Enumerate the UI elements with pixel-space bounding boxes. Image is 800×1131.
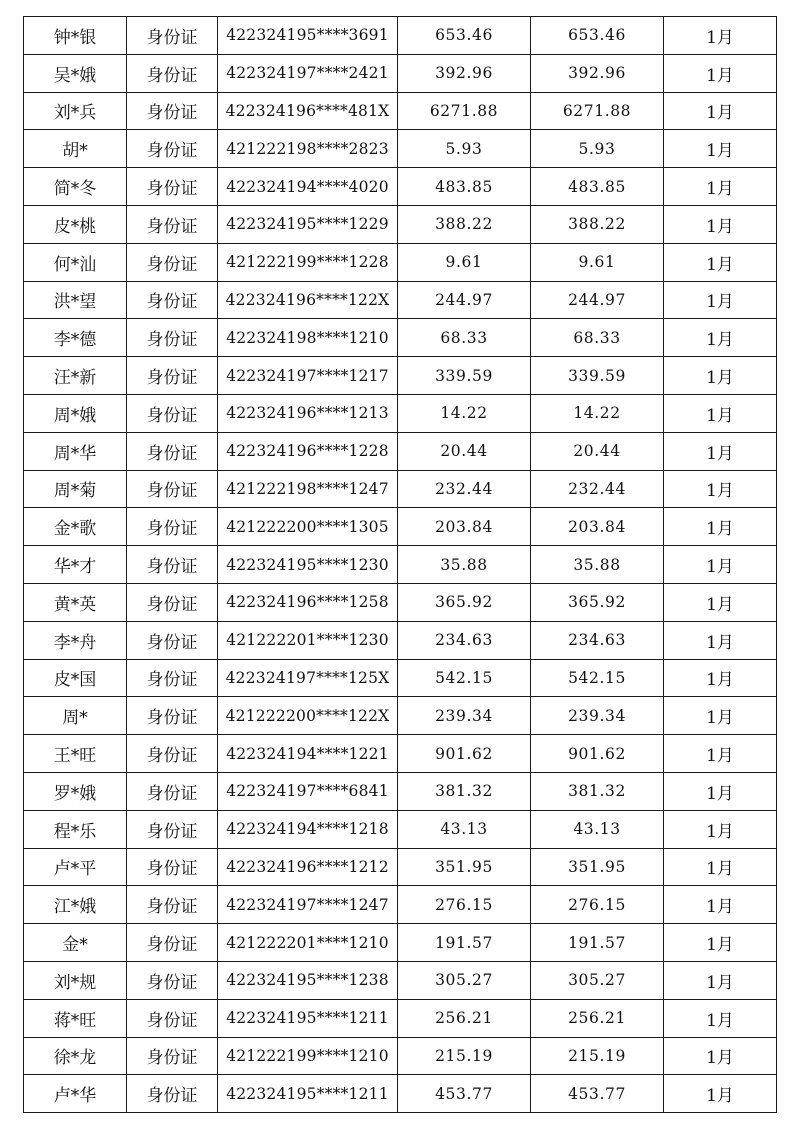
amount-paid-cell: 453.77	[531, 1075, 664, 1113]
id-number-cell: 421222201****1210	[218, 924, 398, 962]
id-number-cell: 422324196****1213	[218, 394, 398, 432]
table-row	[24, 697, 777, 735]
amount-cell: 5.93	[398, 130, 531, 168]
amount-paid-cell: 653.46	[531, 17, 664, 55]
table-row	[24, 281, 777, 319]
table-row	[24, 772, 777, 810]
id-number-cell: 422324196****1258	[218, 583, 398, 621]
month-cell: 1月	[664, 961, 777, 999]
month-cell: 1月	[664, 621, 777, 659]
id-number-cell: 422324196****1212	[218, 848, 398, 886]
id-type-cell: 身份证	[127, 17, 218, 55]
name-cell: 李*德	[24, 319, 127, 357]
id-type-cell: 身份证	[127, 243, 218, 281]
amount-cell: 215.19	[398, 1037, 531, 1075]
table-row	[24, 470, 777, 508]
amount-paid-cell: 232.44	[531, 470, 664, 508]
name-cell: 刘*规	[24, 961, 127, 999]
amount-cell: 14.22	[398, 394, 531, 432]
id-type-cell: 身份证	[127, 961, 218, 999]
amount-paid-cell: 239.34	[531, 697, 664, 735]
id-number-cell: 421222198****1247	[218, 470, 398, 508]
amount-cell: 388.22	[398, 205, 531, 243]
name-cell: 金*	[24, 924, 127, 962]
id-number-cell: 422324196****481X	[218, 92, 398, 130]
amount-paid-cell: 234.63	[531, 621, 664, 659]
id-number-cell: 422324197****1217	[218, 357, 398, 395]
name-cell: 黄*英	[24, 583, 127, 621]
id-number-cell: 422324197****2421	[218, 54, 398, 92]
name-cell: 金*歌	[24, 508, 127, 546]
name-cell: 皮*国	[24, 659, 127, 697]
month-cell: 1月	[664, 924, 777, 962]
amount-cell: 365.92	[398, 583, 531, 621]
id-type-cell: 身份证	[127, 999, 218, 1037]
amount-cell: 392.96	[398, 54, 531, 92]
id-type-cell: 身份证	[127, 470, 218, 508]
name-cell: 程*乐	[24, 810, 127, 848]
id-type-cell: 身份证	[127, 772, 218, 810]
amount-cell: 20.44	[398, 432, 531, 470]
name-cell: 周*娥	[24, 394, 127, 432]
amount-cell: 43.13	[398, 810, 531, 848]
amount-cell: 6271.88	[398, 92, 531, 130]
name-cell: 华*才	[24, 546, 127, 584]
month-cell: 1月	[664, 508, 777, 546]
amount-cell: 9.61	[398, 243, 531, 281]
id-type-cell: 身份证	[127, 924, 218, 962]
amount-paid-cell: 5.93	[531, 130, 664, 168]
month-cell: 1月	[664, 1037, 777, 1075]
table-row	[24, 848, 777, 886]
name-cell: 蒋*旺	[24, 999, 127, 1037]
id-type-cell: 身份证	[127, 168, 218, 206]
name-cell: 罗*娥	[24, 772, 127, 810]
table-row	[24, 999, 777, 1037]
table-row	[24, 92, 777, 130]
month-cell: 1月	[664, 394, 777, 432]
table-row	[24, 319, 777, 357]
amount-paid-cell: 35.88	[531, 546, 664, 584]
amount-paid-cell: 20.44	[531, 432, 664, 470]
month-cell: 1月	[664, 168, 777, 206]
name-cell: 江*娥	[24, 886, 127, 924]
amount-paid-cell: 14.22	[531, 394, 664, 432]
month-cell: 1月	[664, 1075, 777, 1113]
id-type-cell: 身份证	[127, 810, 218, 848]
table-row	[24, 130, 777, 168]
amount-cell: 244.97	[398, 281, 531, 319]
id-type-cell: 身份证	[127, 1037, 218, 1075]
amount-paid-cell: 542.15	[531, 659, 664, 697]
id-number-cell: 421222200****1305	[218, 508, 398, 546]
month-cell: 1月	[664, 659, 777, 697]
amount-cell: 901.62	[398, 735, 531, 773]
month-cell: 1月	[664, 130, 777, 168]
id-type-cell: 身份证	[127, 583, 218, 621]
amount-paid-cell: 68.33	[531, 319, 664, 357]
id-number-cell: 422324194****1218	[218, 810, 398, 848]
table-row	[24, 1075, 777, 1113]
amount-paid-cell: 256.21	[531, 999, 664, 1037]
name-cell: 周*	[24, 697, 127, 735]
id-type-cell: 身份证	[127, 281, 218, 319]
id-number-cell: 421222198****2823	[218, 130, 398, 168]
table-row	[24, 659, 777, 697]
table-row	[24, 17, 777, 55]
month-cell: 1月	[664, 999, 777, 1037]
amount-paid-cell: 276.15	[531, 886, 664, 924]
month-cell: 1月	[664, 848, 777, 886]
amount-cell: 191.57	[398, 924, 531, 962]
id-type-cell: 身份证	[127, 659, 218, 697]
month-cell: 1月	[664, 810, 777, 848]
amount-paid-cell: 43.13	[531, 810, 664, 848]
id-number-cell: 422324197****1247	[218, 886, 398, 924]
id-type-cell: 身份证	[127, 886, 218, 924]
month-cell: 1月	[664, 772, 777, 810]
table-row	[24, 394, 777, 432]
name-cell: 周*华	[24, 432, 127, 470]
amount-cell: 35.88	[398, 546, 531, 584]
amount-paid-cell: 388.22	[531, 205, 664, 243]
amount-paid-cell: 305.27	[531, 961, 664, 999]
id-type-cell: 身份证	[127, 394, 218, 432]
table-row	[24, 243, 777, 281]
amount-cell: 453.77	[398, 1075, 531, 1113]
month-cell: 1月	[664, 243, 777, 281]
table-row	[24, 168, 777, 206]
id-number-cell: 422324194****1221	[218, 735, 398, 773]
amount-paid-cell: 191.57	[531, 924, 664, 962]
id-number-cell: 422324195****1229	[218, 205, 398, 243]
amount-cell: 653.46	[398, 17, 531, 55]
month-cell: 1月	[664, 281, 777, 319]
id-type-cell: 身份证	[127, 357, 218, 395]
table-row	[24, 886, 777, 924]
amount-cell: 542.15	[398, 659, 531, 697]
id-number-cell: 421222201****1230	[218, 621, 398, 659]
table-row	[24, 961, 777, 999]
table-row	[24, 1037, 777, 1075]
name-cell: 卢*华	[24, 1075, 127, 1113]
month-cell: 1月	[664, 357, 777, 395]
month-cell: 1月	[664, 583, 777, 621]
name-cell: 周*菊	[24, 470, 127, 508]
name-cell: 卢*平	[24, 848, 127, 886]
name-cell: 吴*娥	[24, 54, 127, 92]
table-row	[24, 583, 777, 621]
amount-paid-cell: 6271.88	[531, 92, 664, 130]
id-number-cell: 422324196****1228	[218, 432, 398, 470]
amount-cell: 232.44	[398, 470, 531, 508]
amount-paid-cell: 381.32	[531, 772, 664, 810]
name-cell: 钟*银	[24, 17, 127, 55]
id-type-cell: 身份证	[127, 1075, 218, 1113]
month-cell: 1月	[664, 54, 777, 92]
name-cell: 汪*新	[24, 357, 127, 395]
amount-cell: 276.15	[398, 886, 531, 924]
month-cell: 1月	[664, 432, 777, 470]
id-type-cell: 身份证	[127, 92, 218, 130]
amount-paid-cell: 901.62	[531, 735, 664, 773]
amount-cell: 381.32	[398, 772, 531, 810]
id-number-cell: 421222199****1228	[218, 243, 398, 281]
month-cell: 1月	[664, 886, 777, 924]
id-type-cell: 身份证	[127, 54, 218, 92]
table-row	[24, 432, 777, 470]
amount-cell: 234.63	[398, 621, 531, 659]
name-cell: 何*汕	[24, 243, 127, 281]
name-cell: 李*舟	[24, 621, 127, 659]
amount-paid-cell: 339.59	[531, 357, 664, 395]
id-number-cell: 422324195****1238	[218, 961, 398, 999]
name-cell: 王*旺	[24, 735, 127, 773]
name-cell: 胡*	[24, 130, 127, 168]
id-number-cell: 422324195****1230	[218, 546, 398, 584]
table-row	[24, 54, 777, 92]
month-cell: 1月	[664, 205, 777, 243]
month-cell: 1月	[664, 92, 777, 130]
amount-paid-cell: 203.84	[531, 508, 664, 546]
id-number-cell: 422324195****1211	[218, 999, 398, 1037]
month-cell: 1月	[664, 319, 777, 357]
month-cell: 1月	[664, 470, 777, 508]
id-number-cell: 422324195****1211	[218, 1075, 398, 1113]
name-cell: 徐*龙	[24, 1037, 127, 1075]
month-cell: 1月	[664, 697, 777, 735]
amount-paid-cell: 483.85	[531, 168, 664, 206]
id-type-cell: 身份证	[127, 621, 218, 659]
amount-paid-cell: 351.95	[531, 848, 664, 886]
table-row	[24, 621, 777, 659]
table-row	[24, 508, 777, 546]
month-cell: 1月	[664, 735, 777, 773]
name-cell: 刘*兵	[24, 92, 127, 130]
table-row	[24, 357, 777, 395]
table-row	[24, 546, 777, 584]
month-cell: 1月	[664, 17, 777, 55]
amount-cell: 305.27	[398, 961, 531, 999]
amount-cell: 339.59	[398, 357, 531, 395]
id-number-cell: 422324197****125X	[218, 659, 398, 697]
amount-cell: 483.85	[398, 168, 531, 206]
id-type-cell: 身份证	[127, 508, 218, 546]
name-cell: 简*冬	[24, 168, 127, 206]
id-number-cell: 421222200****122X	[218, 697, 398, 735]
month-cell: 1月	[664, 546, 777, 584]
amount-paid-cell: 244.97	[531, 281, 664, 319]
record-table	[23, 16, 777, 1113]
table-row	[24, 735, 777, 773]
amount-cell: 68.33	[398, 319, 531, 357]
table-row	[24, 924, 777, 962]
id-type-cell: 身份证	[127, 735, 218, 773]
table-row	[24, 205, 777, 243]
amount-cell: 351.95	[398, 848, 531, 886]
name-cell: 洪*望	[24, 281, 127, 319]
table-row	[24, 810, 777, 848]
id-type-cell: 身份证	[127, 319, 218, 357]
id-number-cell: 422324194****4020	[218, 168, 398, 206]
table-body	[24, 17, 777, 1113]
amount-cell: 239.34	[398, 697, 531, 735]
id-number-cell: 422324197****6841	[218, 772, 398, 810]
id-type-cell: 身份证	[127, 546, 218, 584]
amount-paid-cell: 215.19	[531, 1037, 664, 1075]
id-type-cell: 身份证	[127, 697, 218, 735]
id-type-cell: 身份证	[127, 432, 218, 470]
id-type-cell: 身份证	[127, 848, 218, 886]
amount-cell: 203.84	[398, 508, 531, 546]
amount-paid-cell: 365.92	[531, 583, 664, 621]
name-cell: 皮*桃	[24, 205, 127, 243]
id-type-cell: 身份证	[127, 205, 218, 243]
amount-paid-cell: 9.61	[531, 243, 664, 281]
id-number-cell: 422324196****122X	[218, 281, 398, 319]
amount-cell: 256.21	[398, 999, 531, 1037]
amount-paid-cell: 392.96	[531, 54, 664, 92]
id-number-cell: 422324198****1210	[218, 319, 398, 357]
id-type-cell: 身份证	[127, 130, 218, 168]
id-number-cell: 422324195****3691	[218, 17, 398, 55]
id-number-cell: 421222199****1210	[218, 1037, 398, 1075]
